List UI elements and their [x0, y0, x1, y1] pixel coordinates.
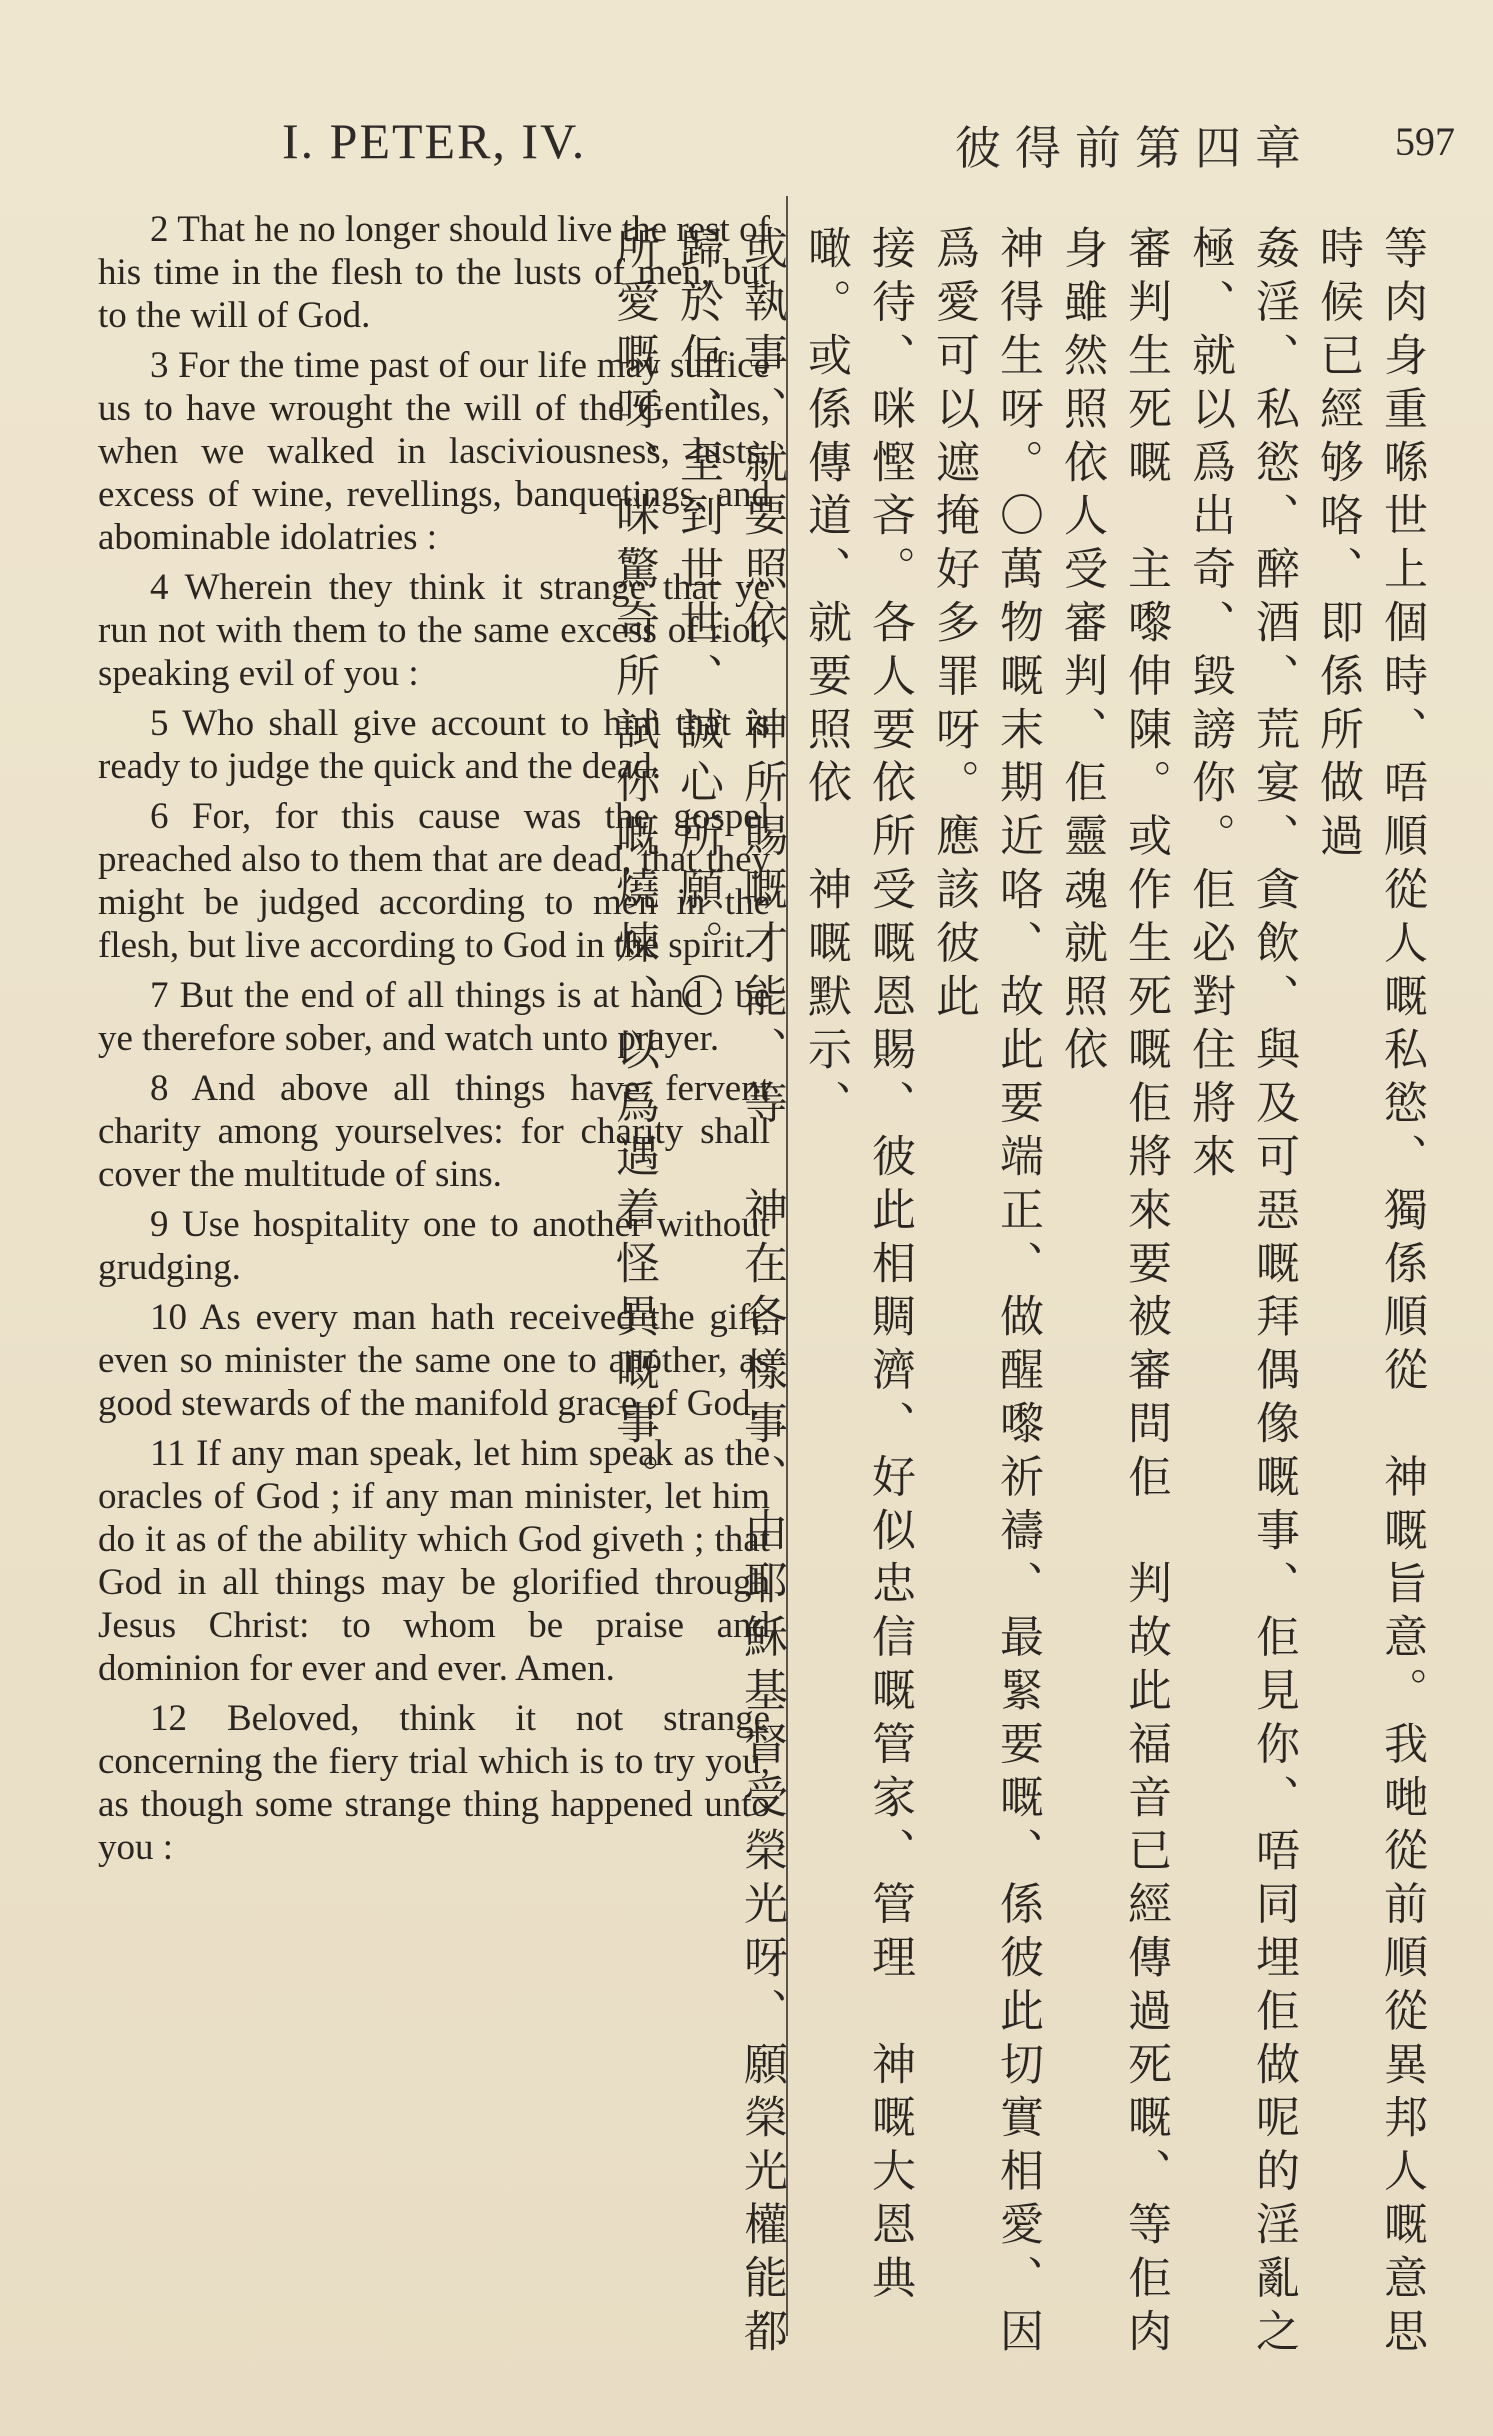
chinese-line-6: 或執事、就要照依 神所賜嘅才能、等 神在各樣事、由耶穌基督受榮光呀、願榮光權能都歸於佢、至到世世、誠心所願。〇	[672, 225, 787, 2361]
chinese-column	[601, 225, 1433, 2365]
verse-11: 11 If any man speak, let him speak as the oracles of God ; if any man minister, let him do it as of the ability which God giveth ; that God in all things may be glorified through Jesus Christ: to whom be praise and dominion for ever and ever. Amen.	[98, 1433, 770, 1689]
verse-8: 8 And above all things have fervent charity among yourselves: for charity shall cover the multitude of sins.	[98, 1068, 770, 1195]
verse-3: 3 For the time past of our life may suffice us to have wrought the will of the Gentiles, when we walked in lasciviousness, lusts, excess of wine, revellings, banquetings, and abominable idolatries :	[98, 345, 770, 558]
chinese-line-1: 等肉身重喺世上個時、唔順從人嘅私慾、獨係順從 神嘅旨意。我哋從前順從異邦人嘅意思時候已經够咯、即係所做過	[1312, 225, 1427, 2361]
page-number: 597	[1395, 119, 1455, 164]
verse-4: 4 Wherein they think it strange that ye run not with them to the same excess of riot, speaking evil of you :	[98, 567, 770, 694]
verse-7: 7 But the end of all things is at hand : be ye therefore sober, and watch unto prayer.	[98, 975, 770, 1059]
chinese-line-2: 姦淫、私慾、醉酒、荒宴、貪飲、與及可惡嘅拜偶像嘅事、佢見你、唔同埋佢做呢的淫亂之極、就以爲出奇、毀謗你。佢必對住將來	[1184, 225, 1299, 2361]
running-title-chinese: 彼得前第四章	[955, 121, 1315, 175]
chinese-line-5: 接待、咪慳吝。各人要依所受嘅恩賜、彼此相賙濟、好似忠信嘅管家、管理 神嘅大恩典噉。或係傳道、就要照依 神嘅默示、	[800, 225, 915, 2308]
chinese-line-7: 所愛嘅呀、咪驚奇所試你嘅燒煉、以爲遇着怪異嘅事。	[608, 225, 659, 1507]
verse-2: 2 That he no longer should live the rest of his time in the flesh to the lusts of men, but to the will of God.	[98, 209, 770, 336]
chinese-line-4: 神得生呀。〇萬物嘅末期近咯、故此要端正、做醒嚟祈禱、最緊要嘅、係彼此切實相愛、因爲愛可以遮掩好多罪呀。應該彼此	[928, 225, 1043, 2361]
verse-9: 9 Use hospitality one to another without grudging.	[98, 1204, 770, 1288]
chinese-line-3: 審判生死嘅 主嚟伸陳。或作生死嘅佢將來要被審問佢 判故此福音已經傳過死嘅、等佢肉身雖然照依人受審判、佢靈魂就照依	[1056, 225, 1171, 2361]
verse-5: 5 Who shall give account to him that is ready to judge the quick and the dead.	[98, 703, 770, 787]
verse-10: 10 As every man hath received the gift, even so minister the same one to another, as good stewards of the manifold grace of God.	[98, 1297, 770, 1424]
verse-12: 12 Beloved, think it not strange concerning the fiery trial which is to try you, as though some strange thing happened unto you :	[98, 1698, 770, 1868]
verse-6: 6 For, for this cause was the gospel preached also to them that are dead, that they might be judged according to men in the flesh, but live according to God in the spirit.	[98, 796, 770, 966]
running-title-english: I. PETER, IV.	[282, 113, 587, 169]
